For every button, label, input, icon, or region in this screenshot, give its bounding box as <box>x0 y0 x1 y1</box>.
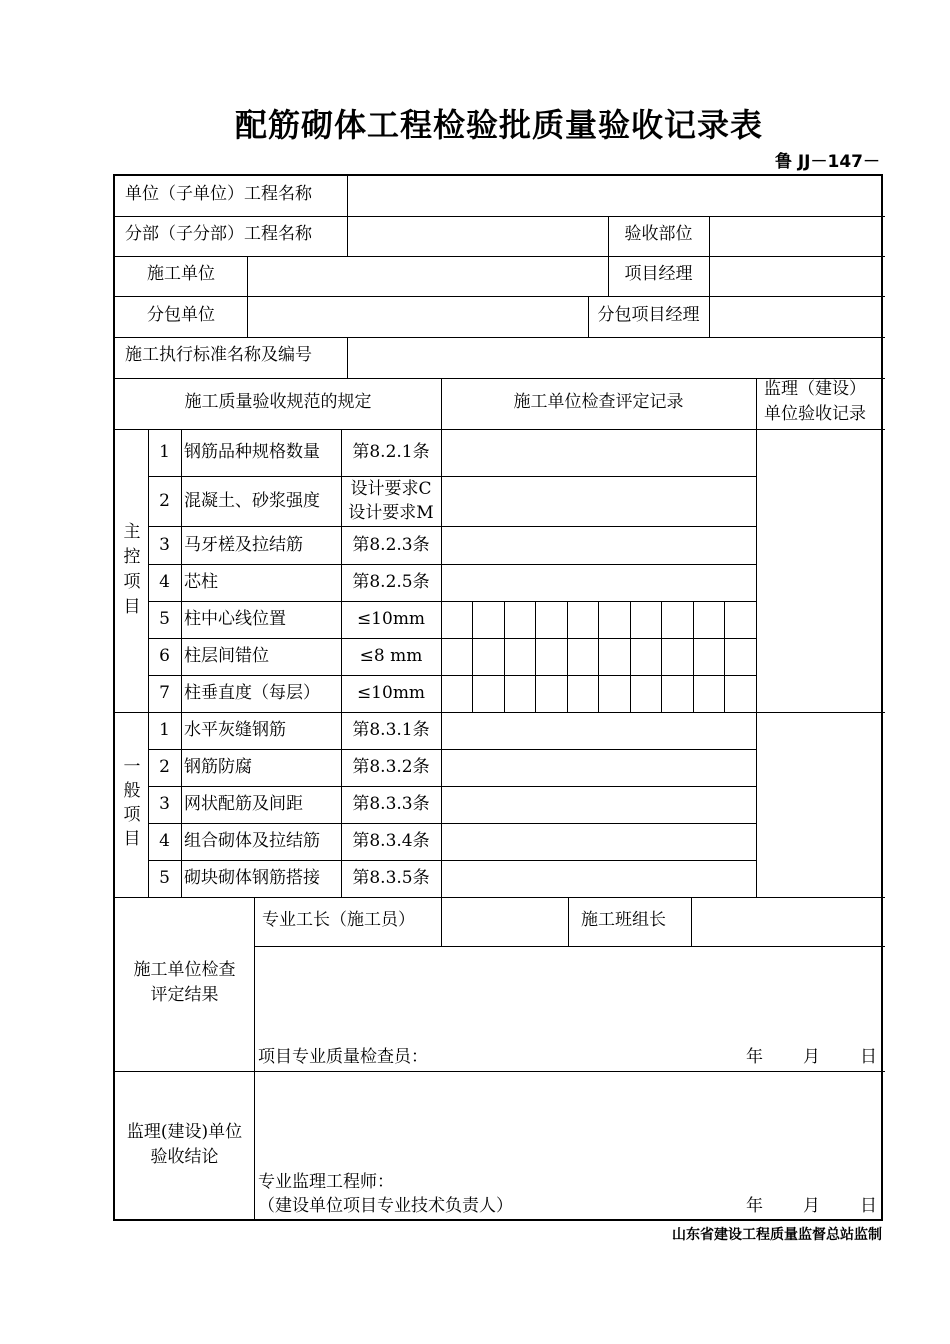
subcontract-unit-label: 分包单位 <box>147 305 215 325</box>
foreman-label: 专业工长（施工员） <box>262 910 415 930</box>
supervision-column-header-line2: 单位验收记录 <box>764 404 866 424</box>
vertical-char: 一 <box>123 757 141 777</box>
item-spec: 第8.3.2条 <box>352 757 430 777</box>
acceptance-form-table <box>113 174 883 1221</box>
construction-result-label-line1: 施工单位检查 <box>133 960 236 980</box>
quality-inspector-label: 项目专业质量检查员： <box>258 1047 428 1067</box>
item-number: 5 <box>159 868 170 888</box>
subcontract-manager-label: 分包项目经理 <box>597 305 700 325</box>
supervision-column-header-line1: 监理（建设） <box>764 379 866 399</box>
item-number: 2 <box>159 491 170 511</box>
supervision-result-label-line2: 验收结论 <box>150 1147 219 1167</box>
item-number: 3 <box>159 794 170 814</box>
item-name: 钢筋品种规格数量 <box>184 442 320 462</box>
item-spec: 第8.2.5条 <box>352 572 430 592</box>
acceptance-part-label: 验收部位 <box>624 224 693 244</box>
item-name: 柱层间错位 <box>184 646 269 666</box>
form-code: 鲁 JJ－147－ <box>774 152 880 172</box>
unit-project-name-label: 单位（子单位）工程名称 <box>125 184 312 204</box>
item-spec: 第8.3.5条 <box>352 868 430 888</box>
item-name: 网状配筋及间距 <box>184 794 303 814</box>
item-spec: 第8.2.3条 <box>352 535 430 555</box>
date-day-label: 日 <box>860 1196 877 1216</box>
item-spec-line1: 设计要求C <box>350 479 432 499</box>
item-name: 柱中心线位置 <box>184 609 286 629</box>
item-number: 7 <box>159 683 170 703</box>
item-spec: 第8.2.1条 <box>352 442 430 462</box>
item-name: 钢筋防腐 <box>184 757 252 777</box>
item-spec: ≤10mm <box>356 683 426 703</box>
spec-column-header: 施工质量验收规范的规定 <box>184 392 372 412</box>
date-month-label: 月 <box>803 1196 820 1216</box>
vertical-char: 目 <box>123 597 141 617</box>
item-number: 4 <box>159 572 170 592</box>
item-number: 6 <box>159 646 170 666</box>
item-name: 砌块砌体钢筋搭接 <box>184 868 320 888</box>
vertical-char: 般 <box>123 781 141 801</box>
item-number: 5 <box>159 609 170 629</box>
check-record-column-header: 施工单位检查评定记录 <box>513 392 684 412</box>
vertical-char: 目 <box>123 829 141 849</box>
item-spec: 第8.3.4条 <box>352 831 430 851</box>
supervising-engineer-note: （建设单位项目专业技术负责人） <box>258 1196 513 1216</box>
date-month-label: 月 <box>803 1047 820 1067</box>
item-name: 组合砌体及拉结筋 <box>184 831 320 851</box>
item-spec-line2: 设计要求M <box>348 503 434 523</box>
project-manager-label: 项目经理 <box>624 264 693 284</box>
item-name: 水平灰缝钢筋 <box>184 720 286 740</box>
item-spec: 第8.3.1条 <box>352 720 430 740</box>
item-name: 芯柱 <box>184 572 218 592</box>
vertical-char: 项 <box>123 805 141 825</box>
construction-unit-label: 施工单位 <box>147 264 215 284</box>
item-number: 2 <box>159 757 170 777</box>
supervising-engineer-label: 专业监理工程师： <box>258 1172 394 1192</box>
item-spec: 第8.3.3条 <box>352 794 430 814</box>
supervision-result-label-line1: 监理(建设)单位 <box>126 1122 243 1142</box>
issuer-footer: 山东省建设工程质量监督总站监制 <box>672 1227 882 1243</box>
vertical-char: 主 <box>123 522 141 542</box>
item-spec: ≤8 mm <box>359 646 423 666</box>
standard-label: 施工执行标准名称及编号 <box>125 345 312 365</box>
item-name: 马牙槎及拉结筋 <box>184 535 303 555</box>
vertical-char: 控 <box>123 547 141 567</box>
form-title: 配筋砌体工程检验批质量验收记录表 <box>234 106 763 144</box>
date-year-label: 年 <box>746 1047 763 1067</box>
item-number: 4 <box>159 831 170 851</box>
vertical-char: 项 <box>123 572 141 592</box>
item-number: 1 <box>159 720 170 740</box>
sub-project-name-label: 分部（子分部）工程名称 <box>125 224 312 244</box>
date-year-label: 年 <box>746 1196 763 1216</box>
item-number: 3 <box>159 535 170 555</box>
item-name: 柱垂直度（每层） <box>184 683 320 703</box>
team-leader-label: 施工班组长 <box>581 910 666 930</box>
item-number: 1 <box>159 442 170 462</box>
item-spec: ≤10mm <box>356 609 426 629</box>
item-name: 混凝土、砂浆强度 <box>184 491 320 511</box>
construction-result-label-line2: 评定结果 <box>150 985 219 1005</box>
date-day-label: 日 <box>860 1047 877 1067</box>
